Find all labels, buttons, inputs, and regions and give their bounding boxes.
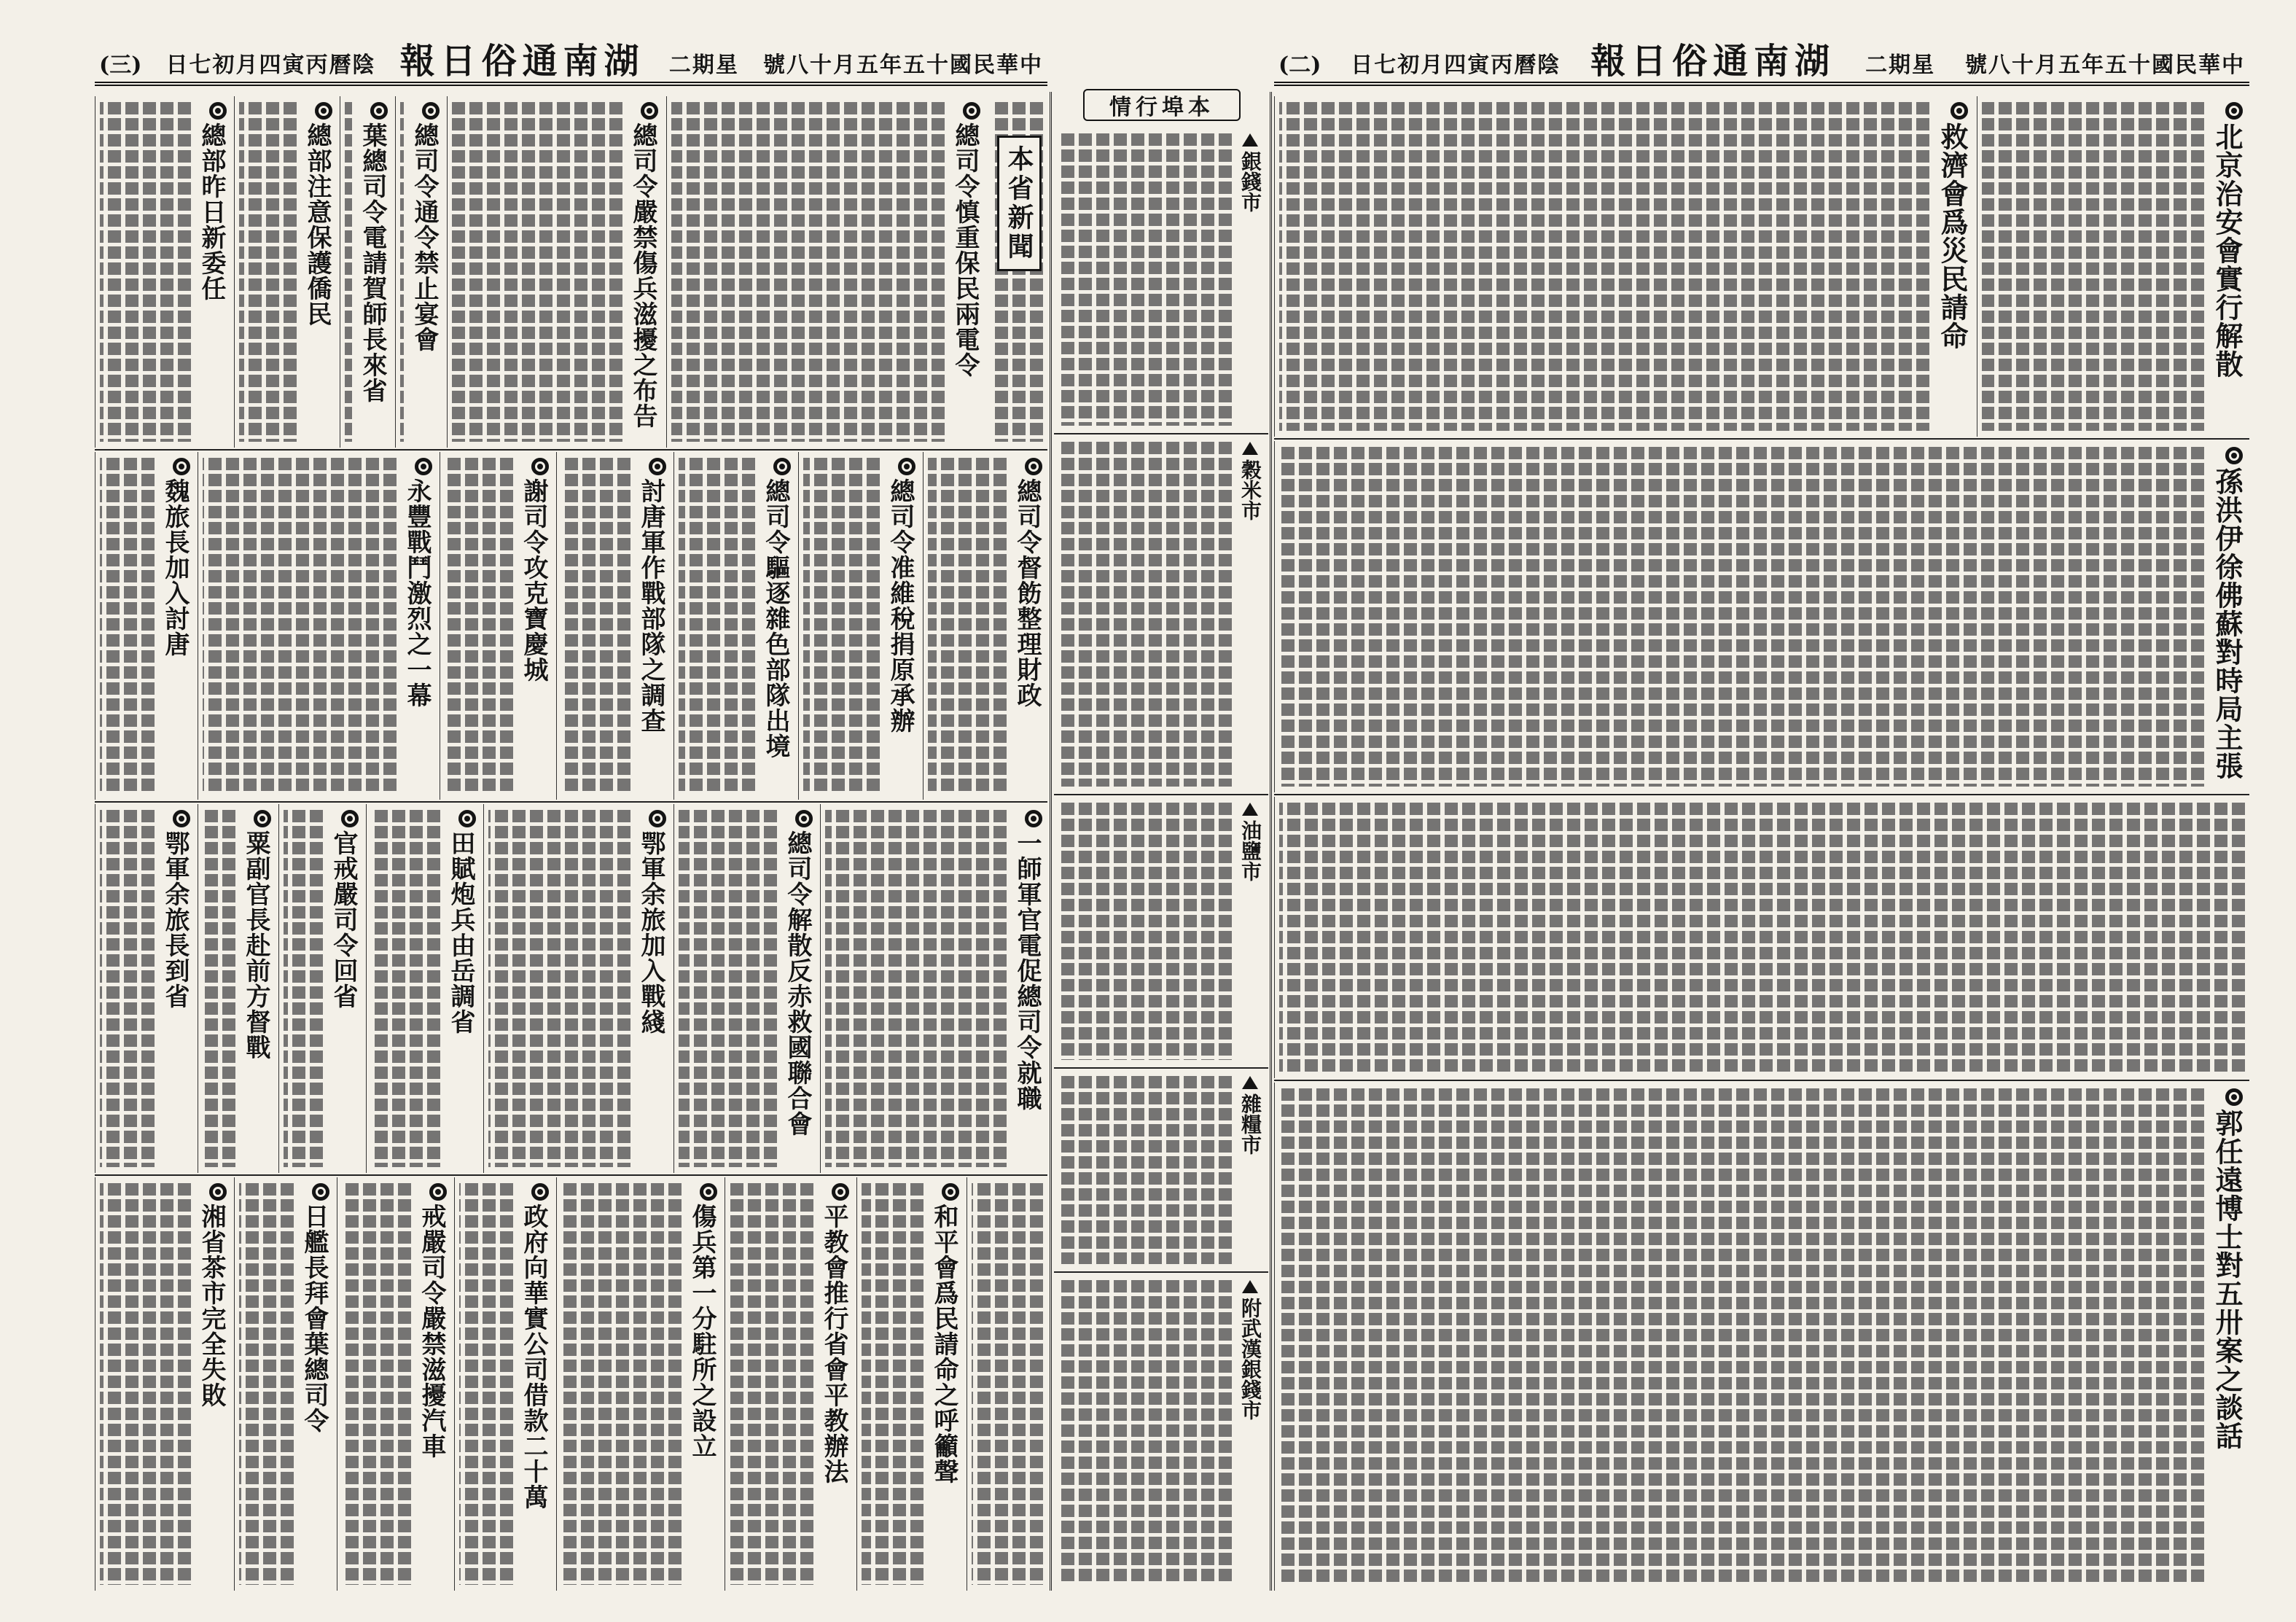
article — [95, 1177, 232, 1591]
tier-rule — [95, 1174, 1047, 1176]
weekday: 星期二 — [1865, 52, 1936, 78]
headline-text: 總司令通令禁止宴會 — [410, 122, 439, 352]
triangle-icon — [1242, 1280, 1258, 1293]
body-text — [972, 1183, 1043, 1585]
right-page-header — [1274, 41, 2249, 86]
tier-rule — [95, 449, 1047, 451]
market-rule — [1054, 433, 1268, 434]
weekday: 星期二 — [668, 52, 739, 78]
market-section-name: 附武漢銀錢市 — [1238, 1298, 1262, 1420]
tier-rule — [1274, 794, 2249, 795]
article — [856, 1177, 964, 1591]
headline-text: 總部昨日新委任 — [197, 122, 226, 301]
article — [556, 1177, 722, 1591]
market-rule — [1054, 1271, 1268, 1273]
headline — [635, 458, 667, 794]
article — [198, 452, 437, 800]
article — [725, 1177, 854, 1591]
article — [820, 804, 1047, 1173]
bullet-icon — [832, 1183, 849, 1201]
headline-text: 田賦炮兵由岳調省 — [446, 830, 475, 1034]
headline — [415, 1183, 448, 1585]
body-text — [284, 810, 323, 1167]
article — [1977, 96, 2249, 437]
article — [95, 452, 195, 800]
headline-text: 總司令准維稅捐原承辦 — [886, 478, 915, 733]
market-section-name: 雜糧市 — [1238, 1093, 1262, 1155]
lunar-date: 陰曆丙寅四月初七日 — [1351, 52, 1561, 78]
headline — [2209, 447, 2245, 787]
bullet-icon — [422, 102, 440, 120]
body-text — [928, 458, 1007, 794]
market-section-heading — [1236, 803, 1264, 1060]
bullet-icon — [700, 1183, 717, 1201]
market-section-heading — [1236, 133, 1264, 426]
market-section-name: 穀米市 — [1238, 459, 1262, 520]
headline-text: 總司令解散反赤救國聯合會 — [783, 830, 812, 1136]
headline — [635, 810, 667, 1167]
article — [673, 452, 796, 800]
body-text — [561, 1183, 682, 1585]
lunar-date: 陰曆丙寅四月初七日 — [165, 52, 376, 78]
headline-text: 討唐軍作戰部隊之調查 — [636, 478, 665, 733]
headline-text: 總部注意保護僑民 — [302, 122, 332, 327]
article — [1274, 1083, 2249, 1591]
body-text — [100, 102, 191, 442]
article — [234, 1177, 335, 1591]
article — [95, 804, 195, 1173]
bullet-icon — [1025, 458, 1042, 475]
headline-text: 戒嚴司令嚴禁滋擾汽車 — [417, 1204, 446, 1459]
body-text — [488, 810, 630, 1167]
market-section-name: 銀錢市 — [1238, 151, 1262, 212]
market-section — [1054, 128, 1268, 432]
headline-text: 政府向華實公司借款二十萬 — [519, 1204, 548, 1510]
article — [278, 804, 364, 1173]
headline-text: 救濟會爲災民請命 — [1936, 122, 1969, 350]
tier-rule — [1274, 438, 2249, 440]
headline — [1934, 102, 1970, 431]
triangle-icon — [1242, 1076, 1258, 1089]
market-section-heading — [1236, 1076, 1264, 1264]
body-text — [825, 810, 1007, 1167]
headline-text: 鄂軍余旅長到省 — [160, 830, 190, 1009]
market-section — [1054, 436, 1268, 792]
bullet-icon — [429, 1183, 447, 1201]
triangle-icon — [1242, 133, 1258, 147]
article — [483, 804, 671, 1173]
body-text — [1279, 803, 2245, 1072]
bullet-icon — [1025, 810, 1042, 827]
article — [447, 96, 663, 448]
headline-text: 總司令嚴禁傷兵滋擾之布告 — [628, 122, 657, 429]
headline-text: 北京治安會實行解散 — [2211, 122, 2244, 378]
article — [95, 96, 232, 448]
headline-text: 官戒嚴司令回省 — [329, 830, 358, 1009]
market-section — [1054, 1070, 1268, 1270]
masthead-title: 湖南通俗日報 — [1590, 41, 1836, 82]
body-text — [345, 102, 352, 442]
headline-text: 傷兵第一分駐所之設立 — [687, 1204, 716, 1459]
headline-text: 和平會爲民請命之呼籲聲 — [929, 1204, 958, 1484]
article-continuation — [967, 1177, 1047, 1591]
masthead-title: 湖南通俗日報 — [399, 41, 645, 82]
headline-text: 日艦長拜會葉總司令 — [300, 1204, 329, 1433]
bullet-icon — [312, 1183, 329, 1201]
headline — [159, 810, 191, 1167]
body-text — [459, 1183, 513, 1585]
section-label — [997, 136, 1042, 271]
headline-text: 粟副官長赴前方督戰 — [241, 830, 270, 1060]
headline — [2209, 1088, 2245, 1585]
article — [366, 804, 481, 1173]
article — [454, 1177, 554, 1591]
triangle-icon — [1242, 803, 1258, 816]
tier-rule — [95, 801, 1047, 803]
headline — [356, 102, 388, 442]
article — [798, 452, 921, 800]
headline — [949, 102, 981, 442]
headline-text: 葉總司令電請賀師長來省 — [358, 122, 387, 403]
bullet-icon — [370, 102, 388, 120]
column-divider — [1270, 92, 1272, 1591]
bullet-icon — [315, 102, 332, 120]
headline — [1011, 810, 1043, 1167]
headline — [928, 1183, 960, 1585]
bullet-icon — [641, 102, 658, 120]
article — [198, 804, 276, 1173]
headline-text: 鄂軍余旅加入戰綫 — [636, 830, 665, 1034]
headline — [327, 810, 359, 1167]
headline — [301, 102, 333, 442]
bullet-icon — [649, 458, 666, 475]
page-number: (三) — [99, 52, 142, 78]
headline — [298, 1183, 330, 1585]
market-section — [1054, 1274, 1268, 1591]
bullet-icon — [209, 1183, 227, 1201]
market-rule — [1054, 1067, 1268, 1069]
body-text — [445, 458, 513, 794]
headline — [240, 810, 272, 1167]
headline — [818, 1183, 850, 1585]
headline-text: 平教會推行省會平教辦法 — [819, 1204, 848, 1484]
body-text — [1279, 1088, 2204, 1585]
bullet-icon — [531, 458, 549, 475]
headline — [1011, 458, 1043, 794]
body-text — [1982, 102, 2204, 431]
price-list — [1058, 442, 1232, 787]
article — [337, 1177, 452, 1591]
article — [234, 96, 337, 448]
headline — [518, 458, 550, 794]
body-text — [100, 810, 155, 1167]
article — [923, 452, 1047, 800]
bullet-icon — [773, 458, 791, 475]
section-label-text: 本省新聞 — [1004, 145, 1034, 262]
page-number: (二) — [1278, 52, 1321, 78]
headline — [408, 102, 440, 442]
bullet-icon — [531, 1183, 549, 1201]
bullet-icon — [209, 102, 227, 120]
headline-text: 魏旅長加入討唐 — [160, 478, 190, 657]
headline-text: 孫洪伊徐佛蘇對時局主張 — [2211, 467, 2244, 780]
market-title-text: 本埠行情 — [1109, 95, 1214, 120]
section-label-column — [988, 96, 1047, 448]
issue-date: 中華民國十五年五月十八號 — [1964, 52, 2245, 78]
article — [1274, 441, 2249, 792]
tier-rule — [1274, 1080, 2249, 1081]
market-section — [1054, 797, 1268, 1066]
headline — [686, 1183, 718, 1585]
price-list — [1058, 803, 1232, 1060]
bullet-icon — [254, 810, 271, 827]
body-text — [400, 102, 404, 442]
market-title — [1083, 89, 1241, 121]
market-section-name: 油鹽市 — [1238, 820, 1262, 881]
price-list — [1058, 1280, 1232, 1585]
article — [395, 96, 445, 448]
body-text — [239, 102, 297, 442]
headline-text: 總司令驅逐雜色部隊出境 — [761, 478, 790, 759]
bullet-icon — [2225, 447, 2243, 464]
headline — [2209, 102, 2245, 431]
price-list — [1058, 1076, 1232, 1264]
bullet-icon — [173, 458, 190, 475]
body-text — [671, 102, 945, 442]
body-text — [862, 1183, 924, 1585]
body-text — [371, 810, 440, 1167]
headline — [627, 102, 659, 442]
market-section-heading — [1236, 1280, 1264, 1585]
article — [1274, 96, 1975, 437]
bullet-icon — [2225, 102, 2243, 120]
market-rule — [1054, 794, 1268, 795]
article — [556, 452, 671, 800]
article — [673, 804, 818, 1173]
body-text — [730, 1183, 813, 1585]
article — [340, 96, 393, 448]
body-text — [100, 458, 155, 794]
bullet-icon — [415, 458, 432, 475]
headline — [195, 102, 227, 442]
headline-text: 謝司令攻克寶慶城 — [519, 478, 548, 682]
triangle-icon — [1242, 442, 1258, 455]
bullet-icon — [942, 1183, 959, 1201]
article-continuation — [1274, 797, 2249, 1078]
body-text — [452, 102, 622, 442]
body-text — [1279, 102, 1929, 431]
headline-text: 總司令慎重保民兩電令 — [950, 122, 980, 378]
headline-text: 總司令督飭整理財政 — [1012, 478, 1042, 708]
article — [440, 452, 554, 800]
bullet-icon — [898, 458, 915, 475]
left-page-header — [95, 41, 1047, 86]
headline — [760, 458, 792, 794]
body-text — [561, 458, 630, 794]
market-section-heading — [1236, 442, 1264, 787]
bullet-icon — [963, 102, 980, 120]
bullet-icon — [341, 810, 359, 827]
headline — [401, 458, 433, 794]
column-divider — [1050, 92, 1052, 1591]
headline-text: 永豐戰鬥激烈之一幕 — [402, 478, 432, 708]
headline — [518, 1183, 550, 1585]
price-list — [1058, 133, 1232, 426]
bullet-icon — [173, 810, 190, 827]
body-text — [239, 1183, 294, 1585]
headline — [159, 458, 191, 794]
body-text — [100, 1183, 191, 1585]
body-text — [203, 458, 397, 794]
bullet-icon — [458, 810, 476, 827]
headline-text: 一師軍官電促總司令就職 — [1012, 830, 1042, 1111]
body-text — [1279, 447, 2204, 787]
bullet-icon — [2225, 1088, 2243, 1106]
headline — [884, 458, 916, 794]
headline-text: 郭任遠博士對五卅案之談話 — [2211, 1109, 2244, 1450]
bullet-icon — [649, 810, 666, 827]
body-text — [342, 1183, 411, 1585]
headline — [445, 810, 477, 1167]
bullet-icon — [1951, 102, 1968, 120]
body-text — [203, 810, 235, 1167]
headline — [781, 810, 813, 1167]
issue-date: 中華民國十五年五月十八號 — [762, 52, 1043, 78]
bullet-icon — [795, 810, 813, 827]
body-text — [679, 458, 755, 794]
headline-text: 湘省茶市完全失敗 — [197, 1204, 226, 1408]
body-text — [679, 810, 777, 1167]
headline — [195, 1183, 227, 1585]
article — [666, 96, 985, 448]
body-text — [803, 458, 880, 794]
